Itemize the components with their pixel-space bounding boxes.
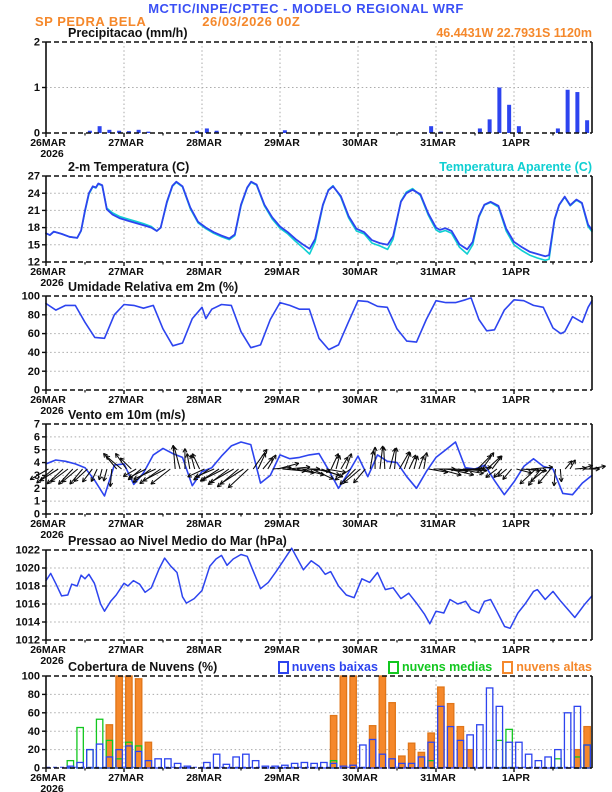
svg-text:28MAR: 28MAR xyxy=(186,772,222,784)
svg-text:2026: 2026 xyxy=(40,405,64,417)
svg-text:29MAR: 29MAR xyxy=(264,772,300,784)
clouds-legend xyxy=(272,660,592,674)
panel-clouds-title: Cobertura de Nuvens (%) xyxy=(68,660,218,674)
mid-clouds-swatch-icon xyxy=(388,661,399,674)
svg-text:1016: 1016 xyxy=(15,598,40,611)
page-title: MCTIC/INPE/CPTEC - MODELO REGIONAL WRF xyxy=(148,1,464,16)
svg-text:1012: 1012 xyxy=(15,634,40,647)
svg-text:26MAR: 26MAR xyxy=(30,644,66,656)
svg-text:27MAR: 27MAR xyxy=(108,137,144,149)
svg-text:31MAR: 31MAR xyxy=(420,518,456,530)
svg-text:0: 0 xyxy=(33,508,40,521)
svg-text:28MAR: 28MAR xyxy=(186,266,222,278)
apparent-temp-label: Temperatura Aparente (C) xyxy=(439,160,592,174)
panel-precip-header xyxy=(46,26,592,40)
svg-text:2026: 2026 xyxy=(40,148,64,160)
svg-text:3: 3 xyxy=(33,470,40,483)
panel-pressure-header xyxy=(46,534,592,548)
svg-text:2026: 2026 xyxy=(40,529,64,541)
svg-text:0: 0 xyxy=(33,384,40,397)
svg-text:27MAR: 27MAR xyxy=(108,266,144,278)
svg-text:29MAR: 29MAR xyxy=(264,518,300,530)
svg-text:27MAR: 27MAR xyxy=(108,518,144,530)
svg-text:2: 2 xyxy=(33,482,40,495)
svg-text:29MAR: 29MAR xyxy=(264,644,300,656)
svg-text:1APR: 1APR xyxy=(501,266,531,278)
svg-text:26MAR: 26MAR xyxy=(30,266,66,278)
svg-text:100: 100 xyxy=(21,670,40,683)
svg-text:1020: 1020 xyxy=(15,562,40,575)
run-datetime: 26/03/2026 00Z xyxy=(202,14,301,29)
legend-mid-label: nuvens medias xyxy=(401,660,493,674)
svg-text:28MAR: 28MAR xyxy=(186,394,222,406)
panel-humidity-header xyxy=(46,280,592,294)
legend-item-low xyxy=(278,660,378,674)
svg-text:31MAR: 31MAR xyxy=(420,137,456,149)
svg-text:1014: 1014 xyxy=(15,616,40,629)
panel-humidity-title: Umidade Relativa em 2m (%) xyxy=(68,280,239,294)
svg-text:28MAR: 28MAR xyxy=(186,644,222,656)
legend-low-label: nuvens baixas xyxy=(291,660,378,674)
svg-text:20: 20 xyxy=(27,744,40,757)
svg-text:1APR: 1APR xyxy=(501,644,531,656)
svg-text:24: 24 xyxy=(27,187,40,200)
svg-text:31MAR: 31MAR xyxy=(420,644,456,656)
svg-text:30MAR: 30MAR xyxy=(342,394,378,406)
legend-high-label: nuvens altas xyxy=(516,660,592,674)
svg-text:2: 2 xyxy=(33,36,40,49)
svg-text:2026: 2026 xyxy=(40,277,64,289)
svg-text:7: 7 xyxy=(33,418,40,431)
svg-text:29MAR: 29MAR xyxy=(264,394,300,406)
svg-text:100: 100 xyxy=(21,290,40,303)
svg-text:60: 60 xyxy=(27,707,40,720)
svg-text:26MAR: 26MAR xyxy=(30,518,66,530)
svg-text:1APR: 1APR xyxy=(501,137,531,149)
svg-text:1APR: 1APR xyxy=(501,518,531,530)
svg-text:60: 60 xyxy=(27,328,40,341)
svg-text:26MAR: 26MAR xyxy=(30,394,66,406)
legend-item-high xyxy=(502,660,592,674)
svg-text:29MAR: 29MAR xyxy=(264,266,300,278)
svg-text:1018: 1018 xyxy=(15,580,40,593)
svg-text:1: 1 xyxy=(33,495,40,508)
svg-text:31MAR: 31MAR xyxy=(420,394,456,406)
svg-text:31MAR: 31MAR xyxy=(420,772,456,784)
panel-temp-header xyxy=(46,160,592,174)
svg-text:5: 5 xyxy=(33,444,40,457)
svg-text:28MAR: 28MAR xyxy=(186,137,222,149)
high-clouds-swatch-icon xyxy=(502,661,513,674)
panel-precip-title: Precipitacao (mm/h) xyxy=(68,26,188,40)
svg-text:21: 21 xyxy=(27,205,40,217)
svg-text:40: 40 xyxy=(27,347,40,359)
svg-text:0: 0 xyxy=(33,127,40,140)
panel-wind-header xyxy=(46,408,592,422)
svg-text:4: 4 xyxy=(33,457,40,470)
svg-text:12: 12 xyxy=(27,256,40,269)
panel-temp-title: 2-m Temperatura (C) xyxy=(68,160,190,174)
svg-text:18: 18 xyxy=(27,222,40,235)
svg-text:30MAR: 30MAR xyxy=(342,644,378,656)
station-coordinates: 46.4431W 22.7931S 1120m xyxy=(436,26,592,40)
svg-text:30MAR: 30MAR xyxy=(342,518,378,530)
svg-text:15: 15 xyxy=(27,239,40,252)
svg-text:20: 20 xyxy=(27,365,40,378)
station-name: SP PEDRA BELA xyxy=(35,14,147,29)
svg-text:27MAR: 27MAR xyxy=(108,394,144,406)
svg-text:1APR: 1APR xyxy=(501,394,531,406)
panel-clouds-header xyxy=(46,660,592,674)
svg-text:80: 80 xyxy=(27,689,40,701)
low-clouds-swatch-icon xyxy=(278,661,289,674)
svg-text:30MAR: 30MAR xyxy=(342,772,378,784)
svg-text:1APR: 1APR xyxy=(501,772,531,784)
svg-text:1: 1 xyxy=(33,82,40,95)
svg-text:2026: 2026 xyxy=(40,783,64,792)
svg-text:6: 6 xyxy=(33,431,40,444)
panel-pressure-title: Pressao ao Nivel Medio do Mar (hPa) xyxy=(68,534,287,548)
svg-text:31MAR: 31MAR xyxy=(420,266,456,278)
svg-text:28MAR: 28MAR xyxy=(186,518,222,530)
svg-text:2026: 2026 xyxy=(40,655,64,667)
svg-text:27: 27 xyxy=(27,170,40,183)
svg-text:26MAR: 26MAR xyxy=(30,137,66,149)
svg-text:80: 80 xyxy=(27,309,40,322)
legend-item-mid xyxy=(388,660,492,674)
svg-text:30MAR: 30MAR xyxy=(342,137,378,149)
svg-text:29MAR: 29MAR xyxy=(264,137,300,149)
panel-wind-title: Vento em 10m (m/s) xyxy=(68,408,186,422)
svg-text:27MAR: 27MAR xyxy=(108,772,144,784)
svg-text:1022: 1022 xyxy=(15,544,40,557)
svg-text:30MAR: 30MAR xyxy=(342,266,378,278)
svg-text:40: 40 xyxy=(27,725,40,738)
svg-text:26MAR: 26MAR xyxy=(30,772,66,784)
svg-text:0: 0 xyxy=(33,762,40,775)
svg-text:27MAR: 27MAR xyxy=(108,644,144,656)
